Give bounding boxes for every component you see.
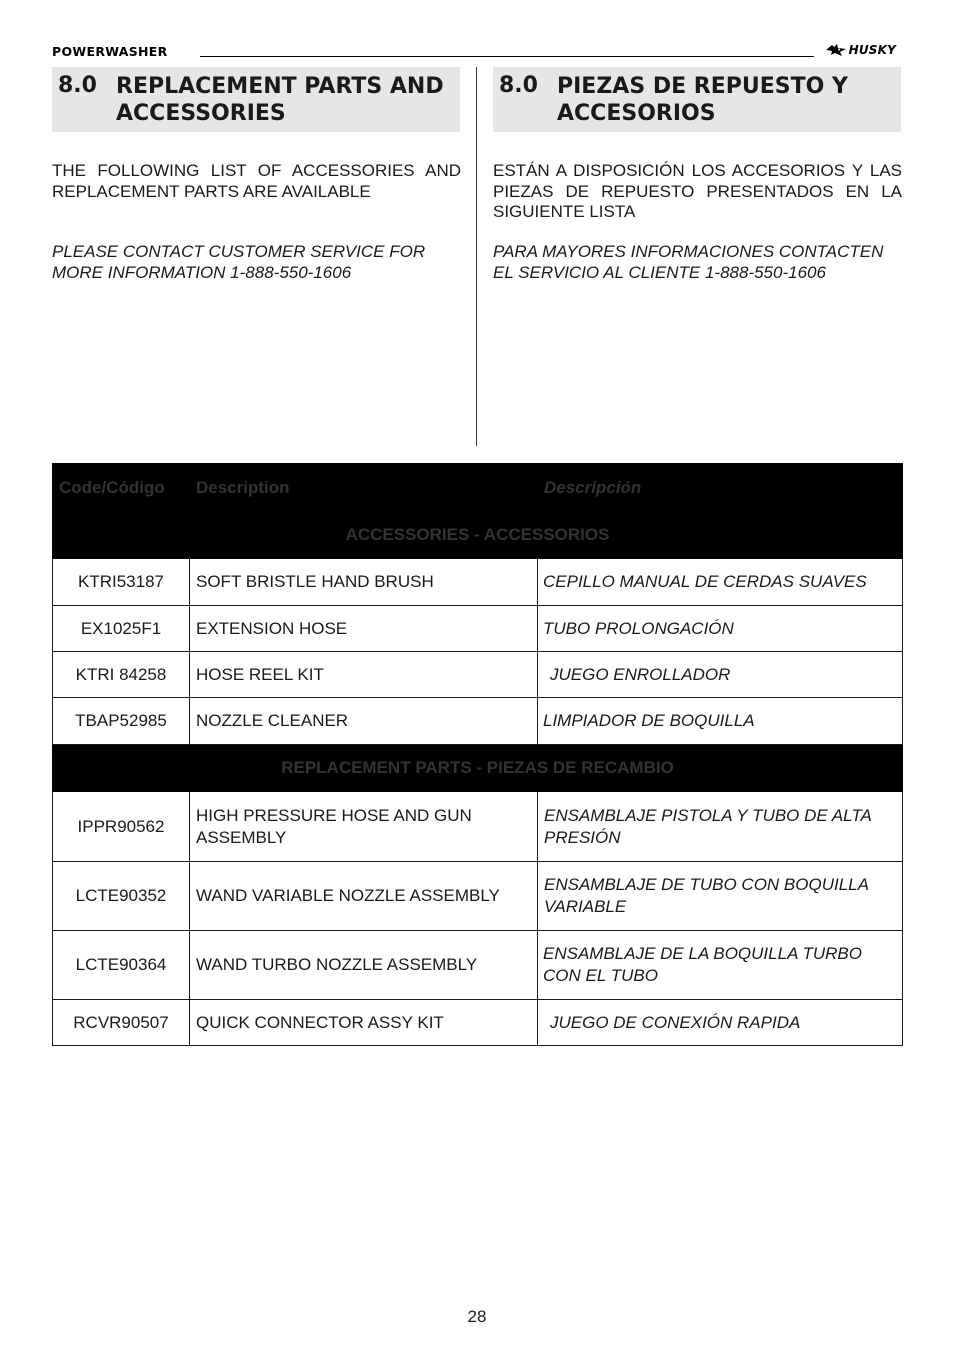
section-title: PIEZAS DE REPUESTO Y ACCESORIOS	[557, 74, 848, 126]
section-number: 8.0	[499, 73, 538, 98]
part-code: IPPR90562	[53, 792, 190, 862]
table-row	[53, 652, 903, 698]
group-title: ACCESSORIES - ACCESSORIOS	[53, 512, 903, 559]
part-description-es: JUEGO ENROLLADOR	[538, 652, 903, 698]
part-code: LCTE90352	[53, 862, 190, 931]
table-row	[53, 1000, 903, 1046]
table-row	[53, 792, 903, 862]
part-code: RCVR90507	[53, 1000, 190, 1046]
part-description-es: CEPILLO MANUAL DE CERDAS SUAVES	[538, 559, 903, 606]
part-description-es: ENSAMBLAJE DE TUBO CON BOQUILLA VARIABLE	[538, 862, 903, 931]
part-description-es: ENSAMBLAJE PISTOLA Y TUBO DE ALTA PRESIÓN	[538, 792, 903, 862]
table-row	[53, 559, 903, 606]
part-description: WAND TURBO NOZZLE ASSEMBLY	[190, 931, 538, 1000]
part-description: HOSE REEL KIT	[190, 652, 538, 698]
part-description-es: JUEGO DE CONEXIÓN RAPIDA	[538, 1000, 903, 1046]
table-row	[53, 931, 903, 1000]
intro-text-en: THE FOLLOWING LIST OF ACCESSORIES AND REPLACEMENT PARTS ARE AVAILABLE	[52, 161, 461, 201]
part-description-es: ENSAMBLAJE DE LA BOQUILLA TURBO CON EL TUBO	[538, 931, 903, 1000]
part-description-es: LIMPIADOR DE BOQUILLA	[538, 698, 903, 745]
part-description-es: TUBO PROLONGACIÓN	[538, 606, 903, 652]
part-code: TBAP52985	[53, 698, 190, 745]
table-header-row	[53, 464, 903, 512]
group-header-row	[53, 512, 903, 559]
part-description: WAND VARIABLE NOZZLE ASSEMBLY	[190, 862, 538, 931]
contact-text-en: PLEASE CONTACT CUSTOMER SERVICE FOR MORE INFORMATION 1-888-550-1606	[52, 242, 426, 282]
brand-logo	[825, 42, 896, 58]
section-heading-en	[52, 67, 460, 132]
section-heading-es	[493, 67, 901, 132]
contact-text-es: PARA MAYORES INFORMACIONES CONTACTEN EL SERVICIO AL CLIENTE 1-888-550-1606	[493, 242, 884, 282]
part-description: QUICK CONNECTOR ASSY KIT	[190, 1000, 538, 1046]
part-code: KTRI53187	[53, 559, 190, 606]
part-description: HIGH PRESSURE HOSE AND GUN ASSEMBLY	[190, 792, 538, 862]
header-rule	[200, 56, 814, 57]
product-name: POWERWASHER	[52, 44, 168, 59]
husky-dog-head-icon	[825, 43, 847, 57]
column-divider	[476, 67, 477, 446]
page-number: 28	[467, 1307, 487, 1326]
group-header-row	[53, 745, 903, 792]
part-description: SOFT BRISTLE HAND BRUSH	[190, 559, 538, 606]
group-title: REPLACEMENT PARTS - PIEZAS DE RECAMBIO	[53, 745, 903, 792]
table-row	[53, 698, 903, 745]
column-header-descripcion: Descripción	[538, 464, 903, 512]
part-description: NOZZLE CLEANER	[190, 698, 538, 745]
part-code: LCTE90364	[53, 931, 190, 1000]
part-code: EX1025F1	[53, 606, 190, 652]
part-description: EXTENSION HOSE	[190, 606, 538, 652]
intro-text-es: ESTÁN A DISPOSICIÓN LOS ACCESORIOS Y LAS PIEZAS DE REPUESTO PRESENTADOS EN LA SIGUIENTE LISTA	[493, 161, 902, 221]
logo-wordmark: HUSKY	[848, 43, 896, 57]
table-row	[53, 606, 903, 652]
section-number: 8.0	[58, 73, 97, 98]
section-title: REPLACEMENT PARTS AND ACCESSORIES	[116, 74, 444, 126]
column-header-code: Code/Código	[53, 464, 190, 512]
parts-table	[52, 463, 903, 1046]
running-header	[52, 42, 898, 60]
part-code: KTRI 84258	[53, 652, 190, 698]
column-header-description: Description	[190, 464, 538, 512]
table-row	[53, 862, 903, 931]
